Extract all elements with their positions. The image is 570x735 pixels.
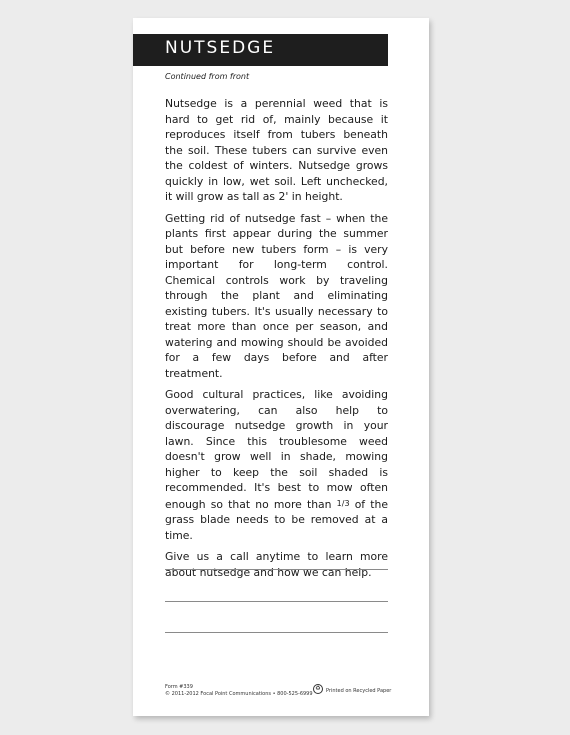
paragraph-3-text: Good cultural practices, like avoiding overwatering, can also help to discourage nutsedge growth in your lawn. Since this troublesome weed doesn't grow well in shade, mowing higher to keep the soil shaded is recommended. It's best to mow often enough so that no more than xyxy=(165,388,388,511)
page-title: NUTSEDGE xyxy=(165,38,276,58)
writing-line-3 xyxy=(165,632,388,633)
recycle-icon: ♻ xyxy=(313,684,323,694)
continued-note: Continued from front xyxy=(165,72,250,81)
fraction-one-third: 1/3 xyxy=(336,498,350,508)
copyright: © 2011-2012 Focal Point Communications • 800-525-6999 xyxy=(165,690,313,697)
paragraph-4: Give us a call anytime to learn more about nutsedge and how we can help. xyxy=(165,550,388,579)
form-number: Form #339 xyxy=(165,684,193,690)
paragraph-3 xyxy=(165,387,388,543)
body-text xyxy=(165,96,388,586)
recycled-paper-note: Printed on Recycled Paper xyxy=(326,688,392,694)
paragraph-1: Nutsedge is a perennial weed that is hard to get rid of, mainly because it reproduces itself from tubers beneath the soil. These tubers can survive even the coldest of winters. Nutsedge grows quickly in low, wet soil. Left unchecked, it will grow as tall as 2' in height. xyxy=(165,97,388,203)
writing-line-1 xyxy=(165,569,388,570)
title-banner xyxy=(133,34,388,66)
writing-line-2 xyxy=(165,601,388,602)
paragraph-3-tail: of the grass blade needs to be removed at a time. xyxy=(165,497,388,542)
flyer-card xyxy=(133,18,429,716)
paragraph-2: Getting rid of nutsedge fast – when the plants first appear during the summer but before new tubers form – is very important for long-term control. Chemical controls work by traveling through the plant and eliminating existing tubers. It's usually necessary to treat more than once per season, and watering and mowing should be avoided for a few days before and after treatment. xyxy=(165,211,388,380)
